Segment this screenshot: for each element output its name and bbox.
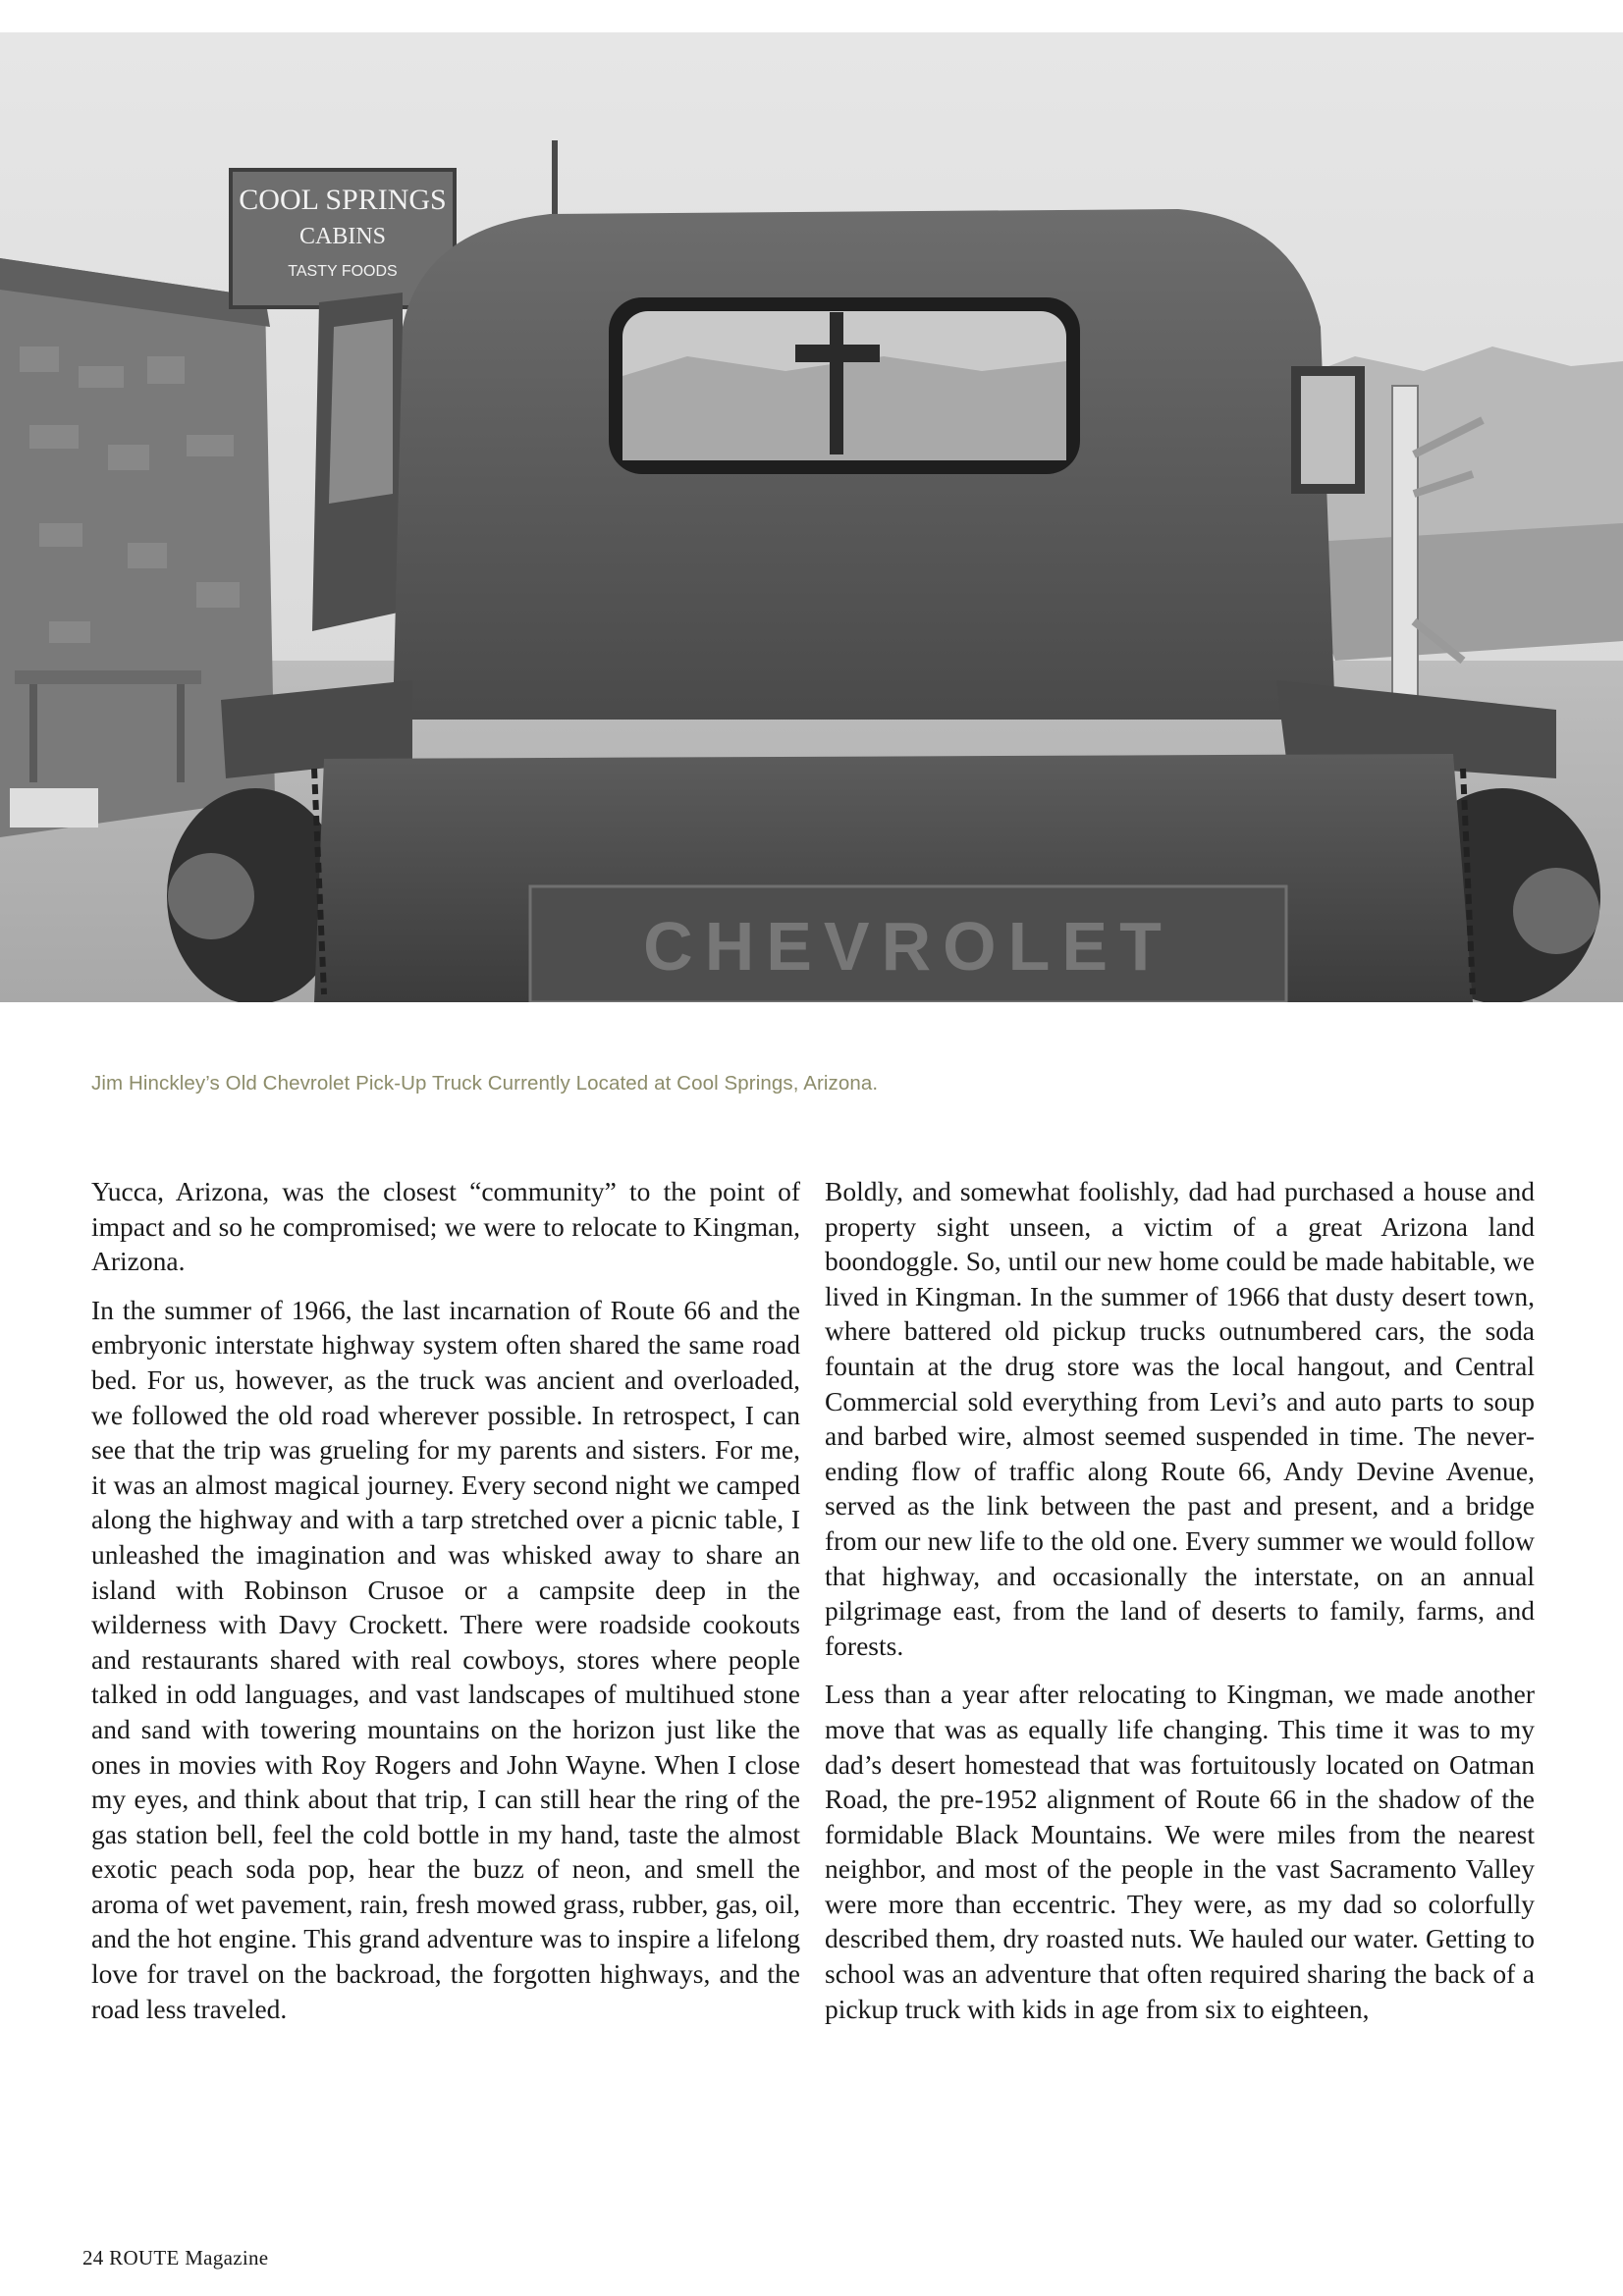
paragraph: In the summer of 1966, the last incarnation of Route 66 and the embryonic interstate highway system often shared the same road bed. For us, however, as the truck was ancient and overloaded, we followed the old road wherever possible. In retrospect, I can see that the trip was grueling for my parents and sisters. For me, it was an almost magical journey. Every second night we camped along the highway and with a tarp stretched over a picnic table, I unleashed the imagination and was whisked away to share an island with Robinson Crusoe or a campsite deep in the wilderness with Davy Crockett. There were roadside cookouts and restaurants shared with real cowboys, stores where people talked in odd languages, and vast landscapes of multihued stone and sand with towering mountains on the horizon just like the ones in movies with Roy Rogers and John Wayne. When I close my eyes, and think about that trip, I can still hear the ring of the gas station bell, feel the cold bottle in my hand, taste the almost exotic peach soda pop, hear the buzz of neon, and smell the aroma of wet pavement, rain, fresh mowed grass, rubber, gas, oil, and the hot engine. This grand adventure was to inspire a lifelong love for travel on the backroad, the forgotten highways, and the road less traveled. [91,1294,800,2024]
photo-caption: Jim Hinckley’s Old Chevrolet Pick-Up Truck Currently Located at Cool Springs, Arizona. [91,1072,879,1095]
truck-photo [0,32,1623,1002]
page-footer: 24 ROUTE Magazine [82,2246,269,2269]
paragraph: Less than a year after relocating to Kingman, we made another move that was as equally life changing. This time it was to my dad’s desert homestead that was fortuitously located on Oatman Road, the pre-1952 alignment of Route 66 in the shadow of the formidable Black Mountains. We were miles from the nearest neighbor, and most of the people in the vast Sacramento Valley were more than eccentric. They were, as my dad so colorfully described them, dry roasted nuts. We hauled our water. Getting to school was an adventure that often required sharing the back of a pickup truck with kids in age from six to eighteen, [825,1679,1535,2024]
paragraph: Yucca, Arizona, was the closest “community” to the point of impact and so he compromised; we were to relocate to Kingman, Arizona. [91,1176,800,1277]
article-left-column [91,1174,800,2040]
sign-line-3: TASTY FOODS [288,263,398,280]
sign-line-1: COOL SPRINGS [239,184,447,216]
tailgate-lettering: CHEVROLET [643,908,1173,985]
sign-line-2: CABINS [298,224,387,249]
paragraph: Boldly, and somewhat foolishly, dad had purchased a house and property sight unseen, a victim of a great Arizona land boondoggle. So, until our new home could be made habitable, we lived in Kingman. In the summer of 1966 that dusty desert town, where battered old pickup trucks outnumbered cars, the soda fountain at the drug store was the local hangout, and Central Commercial sold everything from Levi’s and auto parts to soup and barbed wire, almost seemed suspended in time. The never-ending flow of traffic along Route 66, Andy Devine Avenue, served as the link between the past and present, and a bridge from our new life to the old one. Every summer we would follow that highway, and occasionally the interstate, on an annual pilgrimage east, from the land of deserts to family, farms, and forests. [825,1176,1535,1661]
article-right-column [825,1174,1535,2040]
